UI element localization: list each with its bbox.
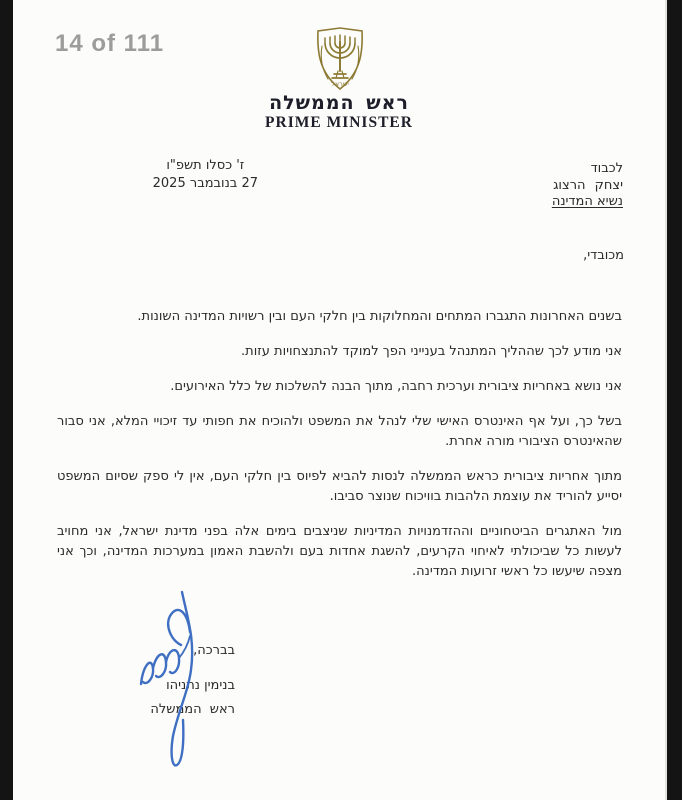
- letter-body: [57, 307, 622, 597]
- date-gregorian: 27 בנובמבר 2025: [152, 176, 258, 191]
- addressee-role: נשיא המדינה: [551, 194, 623, 209]
- paragraph: אני מודע לכך שההליך המתנהל בענייני הפך למוקד להתנצחויות עזות.: [241, 344, 622, 359]
- document-page: [13, 0, 667, 800]
- date-block: [153, 157, 258, 193]
- signer-name: בנימין נתניהו: [166, 678, 235, 693]
- paragraph: מתוך אחריות ציבורית כראש הממשלה לנסות להביא לפיוס בין חלקי העם, אין לי ספק שסיום המשפט יסייע להוריד את עוצמת הלהבות בוויכוח שנוצר סביבו.: [57, 469, 622, 504]
- date-hebrew: ז' כסלו תשפ"ו: [166, 158, 245, 173]
- salutation: מכובדי,: [583, 248, 624, 263]
- emblem-label: ישראל: [331, 80, 349, 88]
- paragraph: אני נושא באחריות ציבורית וערכית רחבה, מתוך הבנה להשלכות של כלל האירועים.: [170, 379, 622, 394]
- page-counter: 14 of 111: [55, 30, 165, 57]
- paragraph: בשל כך, ועל אף האינטרס האישי שלי לנהל את המשפט ולהוכיח את חפותי עד זיכויי המלא, אני סבור שהאינטרס הציבורי מורה אחרת.: [57, 414, 622, 449]
- letterhead-title-english: PRIME MINISTER: [265, 114, 413, 131]
- addressee-prefix: לכבוד: [590, 161, 623, 176]
- addressee-name: יצחק הרצוג: [553, 177, 623, 193]
- israel-state-emblem-icon: [313, 26, 367, 92]
- paragraph: בשנים האחרונות התגברו המתחים והמחלוקות בין חלקי העם ובין רשויות המדינה השונות.: [137, 309, 622, 324]
- closing: בברכה,: [193, 643, 235, 658]
- handwritten-signature: [122, 588, 222, 772]
- signer-title: ראש הממשלה: [150, 702, 235, 717]
- addressee-block: [552, 161, 623, 211]
- paragraph: מול האתגרים הביטחוניים וההזדמנויות המדיניות שניצבים בימים אלה בפני מדינת ישראל, אני מחויב לעשות כל שביכולתי לאיחוי הקרעים, להשגת אחדות בעם ולהשבת האמון במערכות המדינה, וכך אני מצפה שיעשו כל ראשי זרועות המדינה.: [57, 524, 622, 579]
- letterhead-title-hebrew: ראש הממשלה: [269, 92, 409, 114]
